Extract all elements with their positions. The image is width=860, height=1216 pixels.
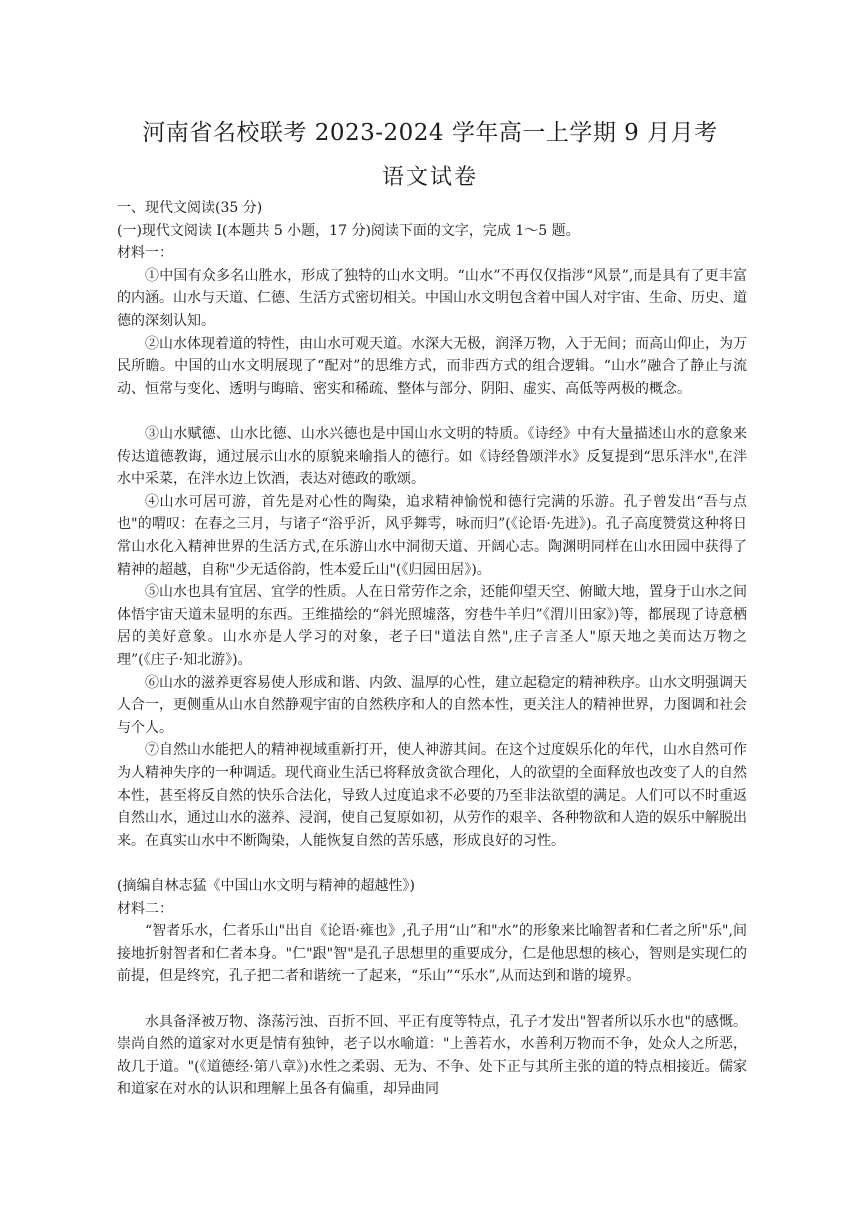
paragraph-1: ①中国有众多名山胜水，形成了独特的山水文明。“山水”不再仅仅指涉“风景”,而是具有了更丰富的内涵。山水与天道、仁德、生活方式密切相关。中国山水文明包含着中国人对宇宙、生命、历史、道德的深刻认知。 xyxy=(117,267,747,329)
reading-instructions: (一)现代文阅读 I(本题共 5 小题，17 分)阅读下面的文字，完成 1～5 题。 xyxy=(117,222,580,239)
paragraph-4: ④山水可居可游，首先是对心性的陶染，追求精神愉悦和德行完满的乐游。孔子曾发出“吾与点也"的喟叹：在春之三月，与诸子“浴乎沂，风乎舞雩，咏而归”(《论语·先进》)。孔子高度赞赏这种将日常山水化入精神世界的生活方式,在乐游山水中洞彻天道、开阔心志。陶渊明同样在山水田园中获得了精神的超越，自称"少无适俗韵，性本爱丘山"(《归园田居》)。 xyxy=(117,493,747,578)
paragraph-7: ⑦自然山水能把人的精神视域重新打开，使人神游其间。在这个过度娱乐化的年代，山水自然可作为人精神失序的一种调适。现代商业生活已将释放贪欲合理化，人的欲望的全面释放也改变了人的自然本性，甚至将反自然的快乐合法化，导致人过度追求不必要的乃至非法欲望的满足。人们可以不时重返自然山水，通过山水的滋养、浸润，使自己复原如初，从劳作的艰辛、各种物欲和人造的娱乐中解脱出来。在真实山水中不断陶染，人能恢复自然的苦乐感，形成良好的习性。 xyxy=(117,742,747,849)
paragraph-2: ②山水体现着道的特性，由山水可观天道。水深大无极，润泽万物，入于无间；而高山仰止，为万民所瞻。中国的山水文明展现了“配对”的思维方式，而非西方式的组合逻辑。“山水”融合了静止与流动、恒常与变化、透明与晦暗、密实和稀疏、整体与部分、阴阳、虚实、高低等两极的概念。 xyxy=(117,335,747,397)
exam-subtitle: 语文试卷 xyxy=(381,165,478,190)
paragraph-5: ⑤山水也具有宜居、宜学的性质。人在日常劳作之余，还能仰望天空、俯瞰大地，置身于山水之间体悟宇宙天道未显明的东西。王维描绘的“斜光照墟落，穷巷牛羊归”《渭川田家》)等，都展现了诗意栖居的美好意象。山水亦是人学习的对象，老子曰"道法自然",庄子言圣人"原天地之美而达万物之理”(《庄子·知北游》)。 xyxy=(117,584,747,668)
paragraph-6: ⑥山水的滋养更容易使人形成和谐、内敛、温厚的心性，建立起稳定的精神秩序。山水文明强调天人合一，更侧重从山水自然静观宇宙的自然秩序和人的自然本性，更关注人的精神世界，力图调和社会与个人。 xyxy=(117,674,747,736)
section-heading: 一、现代文阅读(35 分) xyxy=(117,200,263,216)
paragraph-8: “智者乐水，仁者乐山"出自《论语·雍也》,孔子用“山”和"水”的形象来比喻智者和仁者之所"乐",间接地折射智者和仁者本身。"仁"跟"智"是孔子思想里的重要成分，仁是他思想的核心，智则是实现仁的前提，但是终究，孔子把二者和谐统一了起来，“乐山”“乐水”,从而达到和谐的境界。 xyxy=(117,923,747,985)
paragraph-9: 水具备泽被万物、涤荡污浊、百折不回、平正有度等特点，孔子才发出"智者所以乐水也"的感慨。崇尚自然的道家对水更是情有独钟，老子以水喻道："上善若水，水善利万物而不争，处众人之所恶，故几于道。"(《道德经·第八章》)水性之柔弱、无为、不争、处下正与其所主张的道的特点相接近。儒家和道家在对水的认识和理解上虽各有偏重，却异曲同 xyxy=(117,1013,747,1098)
exam-body xyxy=(117,197,747,1124)
exam-title: 河南省名校联考 2023-2024 学年高一上学期 9 月月考 xyxy=(142,120,718,146)
source-note: (摘编自林志猛《中国山水文明与精神的超越性》) xyxy=(117,877,415,894)
material2-label: 材料二： xyxy=(117,900,173,917)
material1-label: 材料一： xyxy=(117,245,173,262)
paragraph-3: ③山水赋德、山水比德、山水兴德也是中国山水文明的特质。《诗经》中有大量描述山水的意象来传达道德教诲，通过展示山水的原貌来喻指人的德行。如《诗经鲁颂泮水》反复提到“思乐泮水",在泮水中采菜，在泮水边上饮酒，表达对德政的歌颂。 xyxy=(117,425,747,488)
